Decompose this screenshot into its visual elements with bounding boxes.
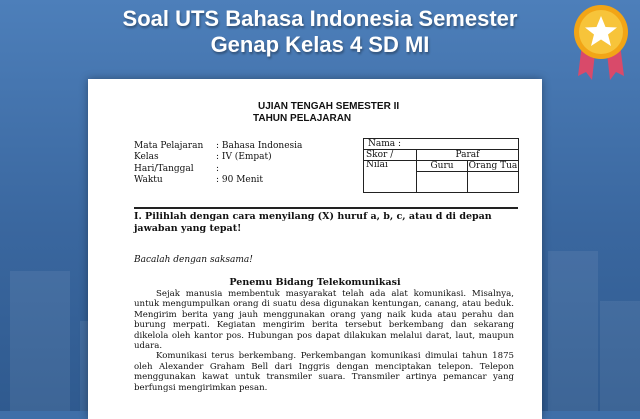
score-label: Skor / Nilai <box>366 150 394 170</box>
name-row <box>364 139 518 150</box>
orang-tua-label: Orang Tua <box>468 161 518 171</box>
guru-label: Guru <box>430 161 454 171</box>
score-box <box>363 138 519 193</box>
info-row-date <box>134 164 302 175</box>
passage-paragraph: Sejak manusia membentuk masyarakat telah ada alat komunikasi. Misalnya, untuk mengumpulkan orang di suatu desa digunakan kentungan, canang, atau beduk. Mengirim berita yang jauh menggunakan orang yang naik kuda atau perahu dan burung merpati. Kegiatan mengirim berita tersebut berkembang dan sekarang dikelola oleh kantor pos. Hubungan pos dapat dilakukan melalui darat, laut, maupun udara. <box>134 289 514 352</box>
paraf-row <box>417 150 518 161</box>
name-label: Nama : <box>368 139 402 149</box>
exam-header-year: TAHUN PELAJARAN <box>253 113 352 124</box>
exam-paper <box>88 79 542 419</box>
background-building <box>10 271 70 411</box>
guru-cell <box>417 161 468 192</box>
background-building <box>600 301 640 411</box>
info-row-subject <box>134 141 302 152</box>
info-value: : Bahasa Indonesia <box>216 141 303 151</box>
star-medal-icon <box>566 0 636 80</box>
exam-header-title: UJIAN TENGAH SEMESTER II <box>258 101 400 112</box>
signature-divider <box>417 171 518 172</box>
info-row-class <box>134 152 302 163</box>
orang-tua-cell <box>468 161 518 192</box>
background-building <box>548 251 598 411</box>
score-divider <box>364 160 416 161</box>
banner-title-line1: Soal UTS Bahasa Indonesia Semester <box>122 6 518 31</box>
info-value: : 90 Menit <box>216 175 264 186</box>
paraf-label: Paraf <box>455 150 480 160</box>
info-label: Mata Pelajaran <box>134 141 204 151</box>
banner-title-line2: Genap Kelas 4 SD MI <box>210 32 430 57</box>
passage-paragraph: Komunikasi terus berkembang. Perkembangan komunikasi dimulai tahun 1875 oleh Alexander Graham Bell dari Inggris dengan menciptakan telepon. Telepon menggunakan kawat untuk transmiler suara. Transmiler artinya pemancar yang berfungsi mengirimkan pesan. <box>134 351 514 393</box>
story-title: Penemu Bidang Telekomunikasi <box>229 277 401 288</box>
section-rule <box>134 207 518 209</box>
exam-info <box>134 141 302 187</box>
story-passage <box>134 289 514 393</box>
info-label: Kelas <box>134 152 159 163</box>
info-row-time <box>134 175 302 186</box>
reading-instruction: Bacalah dengan saksama! <box>134 255 253 265</box>
info-label: Hari/Tanggal <box>134 163 194 174</box>
info-value: : <box>216 163 220 174</box>
question-heading: I. Pilihlah dengan cara menyilang (X) huruf a, b, c, atau d di depan jawaban yang tepat! <box>134 211 492 234</box>
info-value: : IV (Empat) <box>216 152 272 163</box>
score-cell <box>364 150 417 192</box>
info-label: Waktu <box>134 175 163 186</box>
